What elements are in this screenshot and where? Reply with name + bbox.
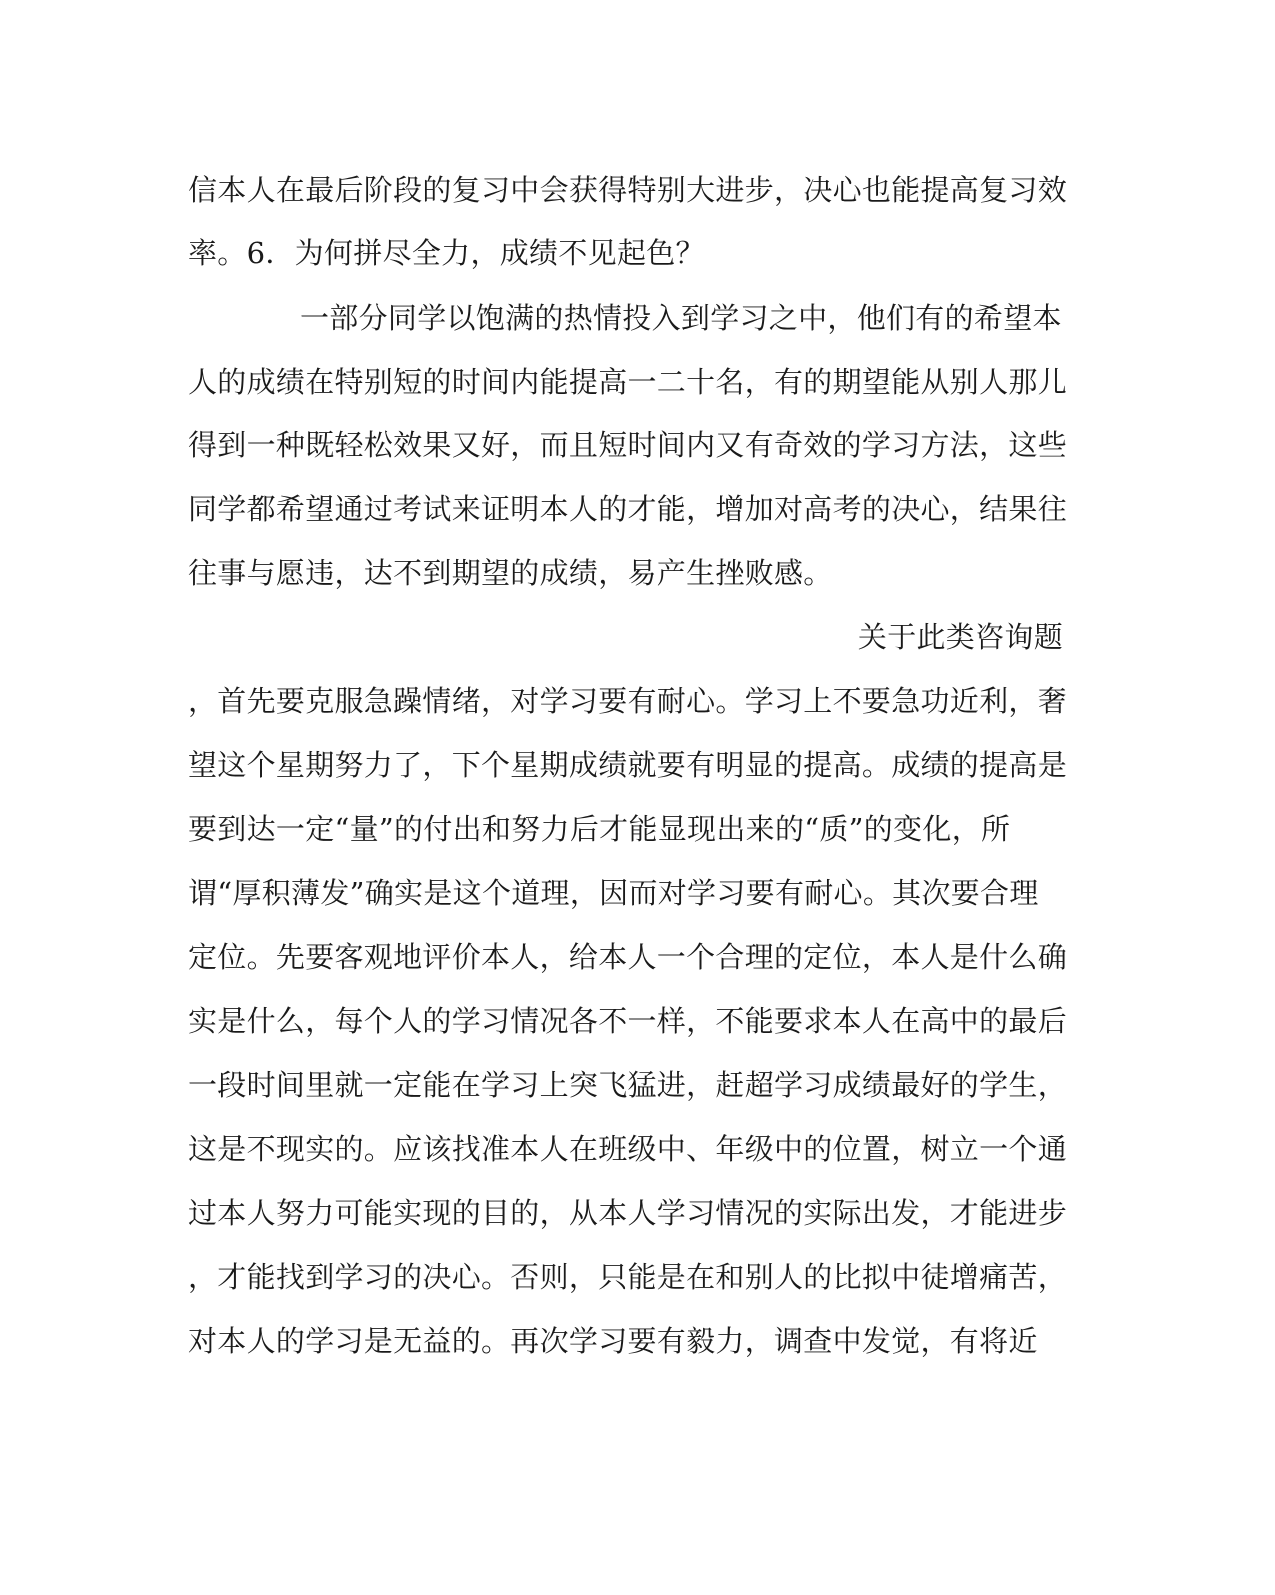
text-line: 过本人努力可能实现的目的，从本人学习情况的实际出发，才能进步 — [188, 1196, 1068, 1230]
right-aligned-line: 关于此类咨询题 — [857, 620, 1063, 654]
text-line: 实是什么，每个人的学习情况各不一样，不能要求本人在高中的最后 — [188, 1004, 1068, 1038]
text-line: 人的成绩在特别短的时间内能提高一二十名，有的期望能从别人那儿 — [188, 365, 1068, 399]
text-line: 得到一种既轻松效果又好，而且短时间内又有奇效的学习方法，这些 — [188, 428, 1068, 462]
text-line: ，首先要克服急躁情绪，对学习要有耐心。学习上不要急功近利，奢 — [188, 684, 1068, 718]
text-line: 定位。先要客观地评价本人，给本人一个合理的定位，本人是什么确 — [188, 940, 1068, 974]
text-line: 望这个星期努力了，下个星期成绩就要有明显的提高。成绩的提高是 — [188, 748, 1068, 782]
text-line: 一段时间里就一定能在学习上突飞猛进，赶超学习成绩最好的学生， — [188, 1068, 1068, 1102]
text-line: 信本人在最后阶段的复习中会获得特别大进步，决心也能提高复习效 — [188, 173, 1068, 207]
text-line: 率。6．为何拼尽全力，成绩不见起色？ — [188, 236, 705, 270]
text-line: 往事与愿违，达不到期望的成绩，易产生挫败感。 — [188, 556, 833, 590]
text-line: ，才能找到学习的决心。否则，只能是在和别人的比拟中徒增痛苦， — [188, 1260, 1068, 1294]
text-line: 谓“厚积薄发”确实是这个道理，因而对学习要有耐心。其次要合理 — [188, 876, 1039, 910]
paragraph-first-line: 一部分同学以饱满的热情投入到学习之中，他们有的希望本 — [300, 301, 1062, 335]
text-line: 对本人的学习是无益的。再次学习要有毅力，调查中发觉，有将近 — [188, 1324, 1038, 1358]
text-line: 这是不现实的。应该找准本人在班级中、年级中的位置，树立一个通 — [188, 1132, 1068, 1166]
text-line: 要到达一定“量”的付出和努力后才能显现出来的“质”的变化，所 — [188, 812, 1011, 846]
text-line: 同学都希望通过考试来证明本人的才能，增加对高考的决心，结果往 — [188, 492, 1068, 526]
